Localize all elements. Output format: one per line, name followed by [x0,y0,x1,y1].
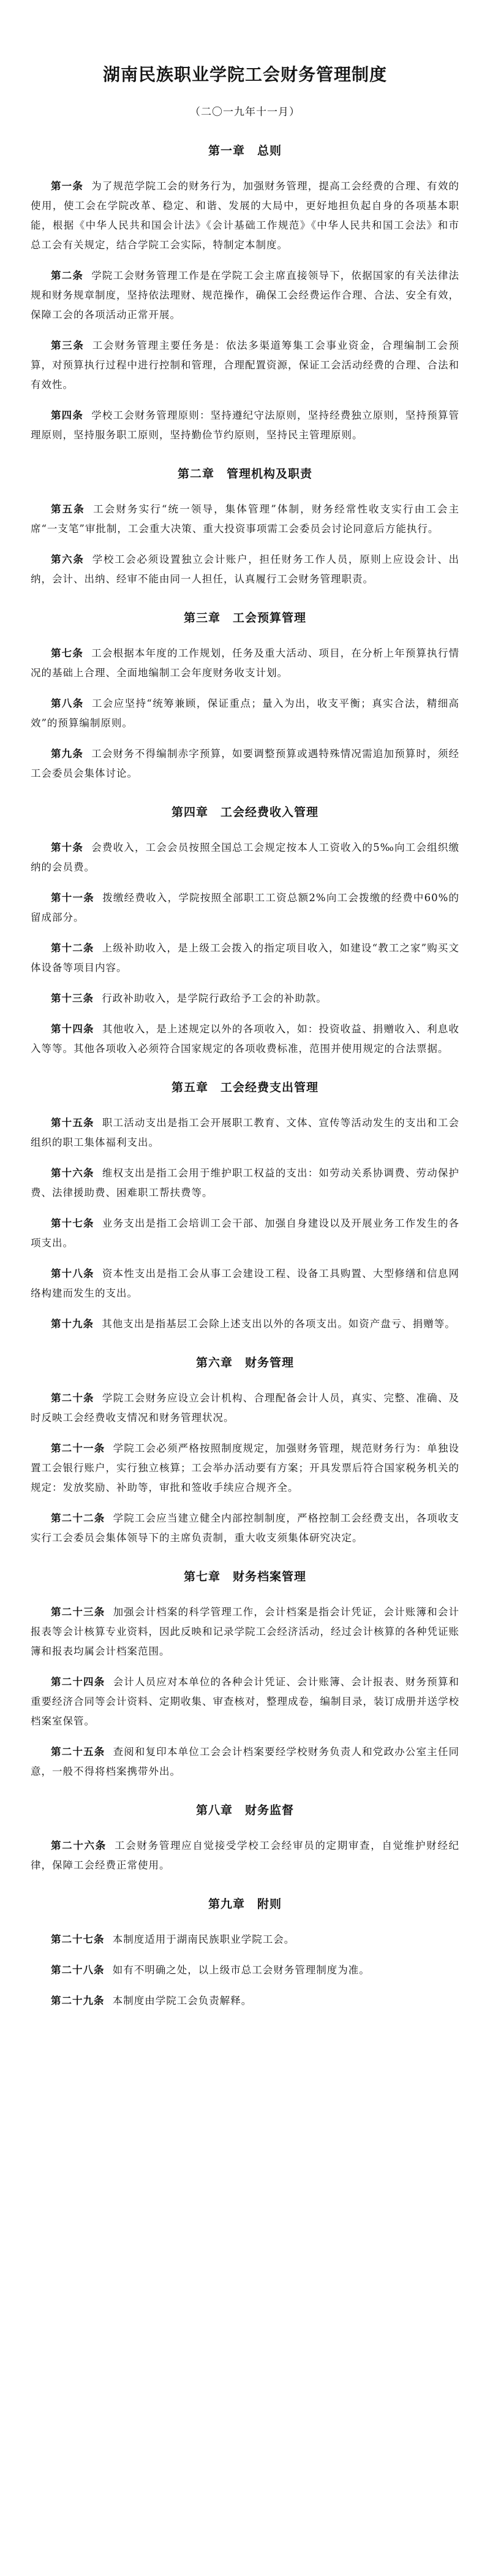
article-number: 第二十六条 [51,1840,107,1851]
chapter-section [31,609,459,783]
article-paragraph [31,406,459,445]
chapter-heading: 第七章 财务档案管理 [183,1570,306,1583]
chapter-list [31,142,459,2011]
chapter-section [31,142,459,445]
article-text: 会计人员应对本单位的各种会计凭证、会计账簿、会计报表、财务预算和重要经济合同等会计资料、定期收集、审查核对，整理成卷，编制目录，装订成册并送学校档案室保管。 [31,1676,460,1727]
article-number: 第一条 [51,180,84,192]
article-number: 第二条 [51,270,84,281]
article-text: 业务支出是指工会培训工会干部、加强自身建设以及开展业务工作发生的各项支出。 [31,1218,460,1249]
chapter-heading: 第九章 附则 [208,1897,282,1911]
article-paragraph [31,1836,459,1875]
article-number: 第十五条 [51,1117,94,1129]
article-text: 职工活动支出是指工会开展职工教育、文体、宣传等活动发生的支出和工会组织的职工集体福利支出。 [31,1117,460,1148]
chapter-section [31,1354,459,1548]
article-text: 工会根据本年度的工作规划，任务及重大活动、项目，在分析上年预算执行情况的基础上合理、全面地编制工会年度财务收支计划。 [31,647,460,679]
article-text: 拨缴经费收入，学院按照全部职工工资总额2%向工会拨缴的经费中60%的留成部分。 [31,892,459,923]
article-paragraph [31,939,459,978]
article-text: 本制度适用于湖南民族职业学院工会。 [112,1934,295,1945]
article-text: 工会财务管理应自觉接受学校工会经审员的定期审查，自觉维护财经纪律，保障工会经费正常使用。 [31,1840,460,1871]
document-title: 湖南民族职业学院工会财务管理制度 [102,64,387,85]
article-text: 学校工会财务管理原则：坚持遵纪守法原则，坚持经费独立原则，坚持预算管理原则，坚持服务职工原则，坚持勤俭节约原则，坚持民主管理原则。 [31,410,460,441]
article-number: 第五条 [51,503,85,515]
article-text: 会费收入，工会会员按照全国总工会规定按本人工资收入的5‰向工会组织缴纳的会员费。 [31,842,460,873]
article-text: 本制度由学院工会负责解释。 [112,1995,252,2006]
article-number: 第二十三条 [51,1606,105,1618]
article-paragraph [31,1214,459,1253]
article-number: 第三条 [51,340,85,351]
chapter-section [31,465,459,589]
article-number: 第十六条 [51,1167,94,1179]
article-paragraph [31,1961,459,1980]
document-date: （二〇一九年十一月） [190,106,300,118]
article-number: 第十八条 [51,1268,94,1279]
chapter-heading: 第六章 财务管理 [195,1356,294,1370]
chapter-heading: 第三章 工会预算管理 [183,611,306,625]
article-text: 工会应坚持“统筹兼顾，保证重点；量入为出，收支平衡；真实合法，精细高效”的预算编制原则。 [31,698,460,729]
article-paragraph [31,336,459,395]
article-number: 第十条 [51,842,84,853]
chapter-heading: 第一章 总则 [208,144,282,158]
article-text: 上级补助收入，是上级工会拨入的指定项目收入，如建设“教工之家”购买文体设备等项目内容。 [31,942,460,974]
chapter-section [31,803,459,1059]
article-number: 第八条 [51,698,84,709]
article-number: 第二十八条 [51,1964,105,1976]
article-paragraph [31,1314,459,1334]
article-paragraph [31,1991,459,2011]
article-number: 第七条 [51,647,84,659]
article-paragraph [31,1389,459,1428]
chapter-heading: 第四章 工会经费收入管理 [171,806,318,819]
article-paragraph [31,266,459,325]
article-paragraph [31,177,459,255]
chapter-heading: 第二章 管理机构及职责 [177,467,312,481]
article-paragraph [31,1672,459,1731]
article-number: 第十一条 [51,892,94,904]
article-text: 工会财务实行“统一领导，集体管理”体制，财务经常性收支实行由工会主席“一支笔”审批制，工会重大决策、重大投资事项需工会委员会讨论同意后方能执行。 [31,503,460,535]
article-number: 第四条 [51,410,84,421]
article-text: 工会财务不得编制赤字预算，如要调整预算或遇特殊情况需追加预算时，须经工会委员会集体讨论。 [31,748,460,779]
article-text: 查阅和复印本单位工会会计档案要经学校财务负责人和党政办公室主任同意，一般不得将档案携带外出。 [31,1746,460,1777]
article-text: 其他支出是指基层工会除上述支出以外的各项支出。如资产盘亏、捐赠等。 [102,1318,456,1330]
chapter-heading: 第八章 财务监督 [195,1804,294,1817]
article-paragraph [31,644,459,683]
article-text: 学校工会必须设置独立会计账户，担任财务工作人员，原则上应设会计、出纳，会计、出纳、经审不能由同一人担任，认真履行工会财务管理职责。 [31,554,460,585]
article-number: 第二十条 [51,1392,94,1404]
article-number: 第十七条 [51,1218,94,1229]
article-paragraph [31,1509,459,1548]
article-number: 第二十四条 [51,1676,105,1688]
chapter-section [31,1895,459,2011]
article-text: 维权支出是指工会用于维护职工权益的支出：如劳动关系协调费、劳动保护费、法律援助费、困难职工帮扶费等。 [31,1167,460,1198]
article-text: 工会财务管理主要任务是：依法多渠道筹集工会事业资金，合理编制工会预算，对预算执行过程中进行控制和管理，合理配置资源，保证工会活动经费的合理、合法和有效性。 [31,340,460,391]
article-text: 学院工会财务管理工作是在学院工会主席直接领导下，依据国家的有关法律法规和财务规章制度，坚持依法理财、规范操作，确保工会经费运作合理、合法、安全有效，保障工会的各项活动正常开展。 [31,270,460,321]
article-paragraph [31,1439,459,1498]
article-paragraph [31,1930,459,1949]
article-number: 第二十五条 [51,1746,105,1758]
article-paragraph [31,1164,459,1203]
article-paragraph [31,888,459,928]
article-text: 如有不明确之处，以上级市总工会财务管理制度为准。 [112,1964,370,1976]
article-number: 第十二条 [51,942,94,954]
article-paragraph [31,989,459,1008]
article-number: 第九条 [51,748,84,760]
article-paragraph [31,1019,459,1059]
chapter-section [31,1568,459,1781]
article-paragraph [31,838,459,877]
article-number: 第二十九条 [51,1995,105,2006]
article-text: 其他收入，是上述规定以外的各项收入，如：投资收益、捐赠收入、利息收入等等。其他各项收入必须符合国家规定的各项收费标准，范围并使用规定的合法票据。 [31,1023,460,1054]
article-paragraph [31,550,459,589]
article-number: 第十九条 [51,1318,94,1330]
article-paragraph [31,1742,459,1781]
article-text: 学院工会必须严格按照制度规定，加强财务管理，规范财务行为：单独设置工会银行账户，实行独立核算；工会举办活动要有方案；开具发票后符合国家税务机关的规定：发放奖励、补助等，审批和签收手续应合规齐全。 [31,1442,460,1493]
article-paragraph [31,694,459,733]
article-text: 为了规范学院工会的财务行为，加强财务管理，提高工会经费的合理、有效的使用，使工会在学院改革、稳定、和谐、发展的大局中，更好地担负起自身的各项基本职能，根据《中华人民共和国会计法》《会计基础工作规范》《中华人民共和国工会法》和市总工会有关规定，结合学院工会实际，特制定本制度。 [31,180,460,251]
article-number: 第六条 [51,554,85,565]
article-paragraph [31,1602,459,1661]
article-text: 行政补助收入，是学院行政给予工会的补助款。 [102,993,327,1004]
article-paragraph [31,500,459,539]
article-text: 加强会计档案的科学管理工作，会计档案是指会计凭证，会计账簿和会计报表等会计核算专业资料，因此反映和记录学院工会经济活动，经过会计核算的各种凭证账簿和报表均属会计档案范围。 [31,1606,460,1657]
chapter-section [31,1801,459,1875]
article-text: 资本性支出是指工会从事工会建设工程、设备工具购置、大型修缮和信息网络构建而发生的支出。 [31,1268,460,1299]
article-number: 第十四条 [51,1023,94,1035]
article-number: 第二十一条 [51,1442,105,1454]
article-paragraph [31,1113,459,1153]
article-number: 第二十二条 [51,1512,105,1524]
article-number: 第二十七条 [51,1934,105,1945]
article-number: 第十三条 [51,993,94,1004]
article-paragraph [31,1264,459,1303]
article-paragraph [31,744,459,783]
chapter-heading: 第五章 工会经费支出管理 [171,1081,318,1094]
article-text: 学院工会应当建立健全内部控制制度，严格控制工会经费支出，各项收支实行工会委员会集体领导下的主席负责制，重大收支须集体研究决定。 [31,1512,460,1544]
chapter-section [31,1078,459,1334]
article-text: 学院工会财务应设立会计机构、合理配备会计人员，真实、完整、准确、及时反映工会经费收支情况和财务管理状况。 [31,1392,460,1423]
